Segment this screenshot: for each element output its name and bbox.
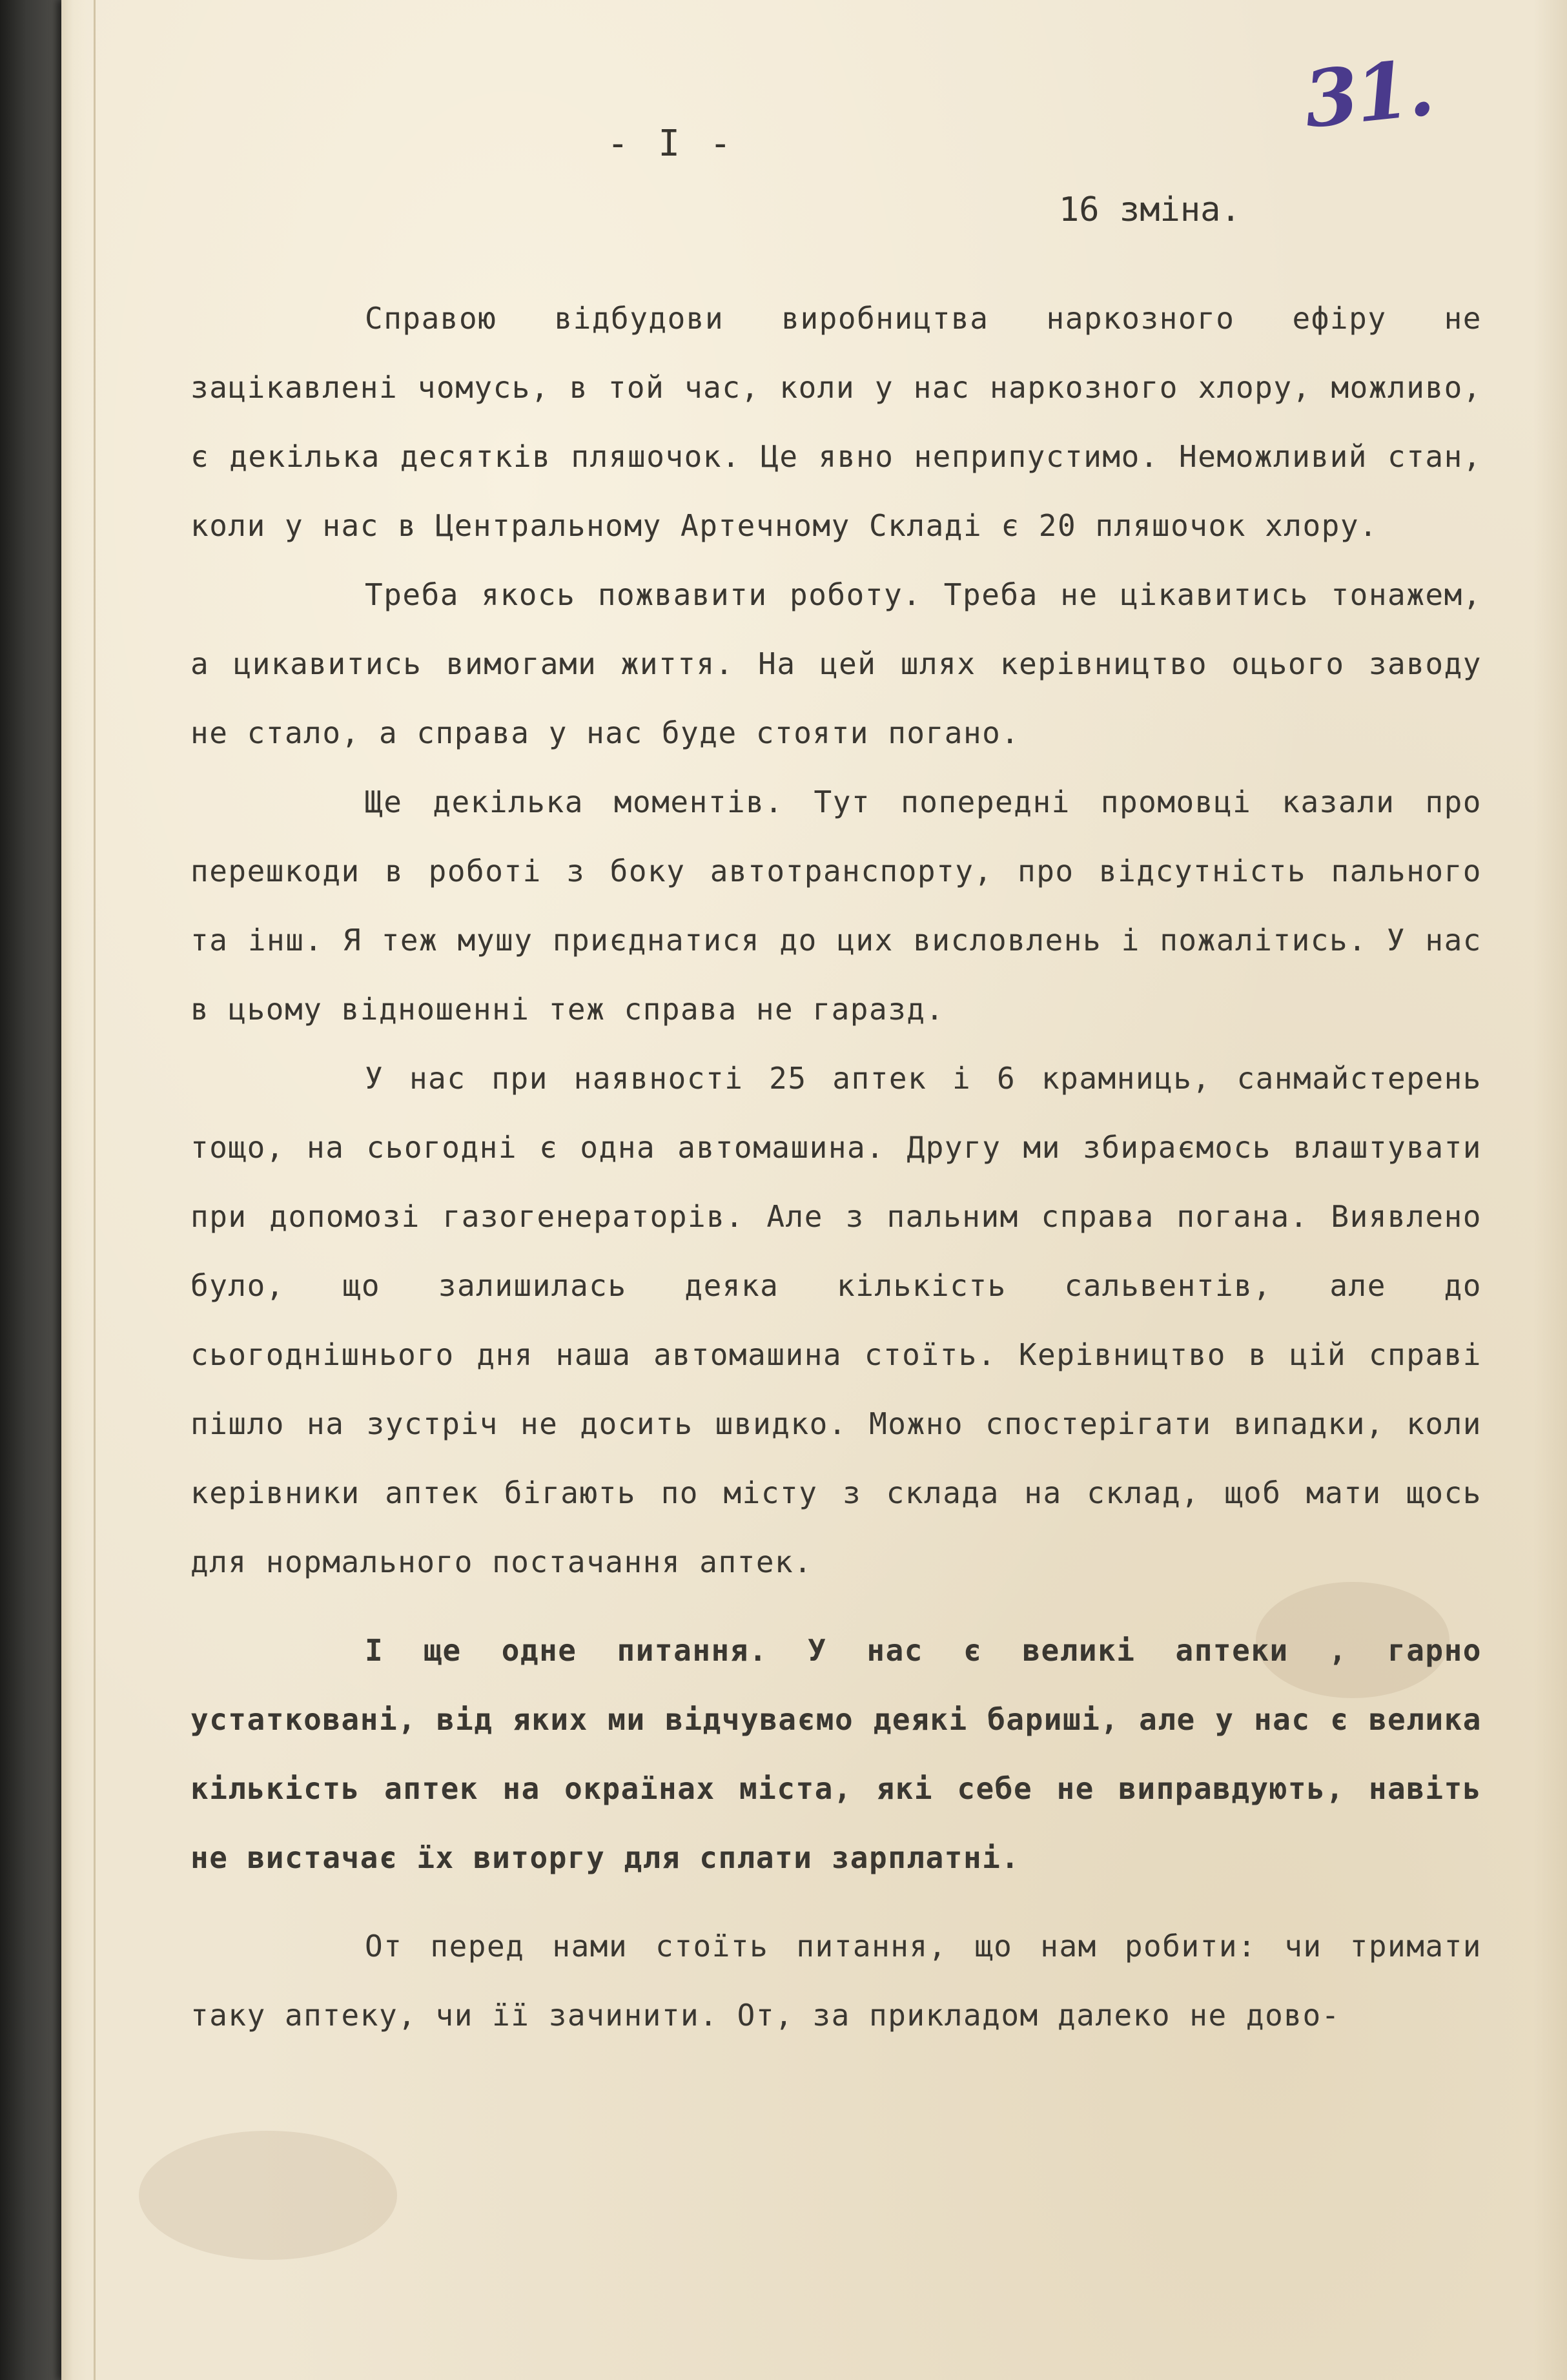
paper-stain <box>139 2131 397 2260</box>
paragraph: У нас при наявності 25 аптек і 6 крамниць, санмайстерень тощо, на сьогодні є одна автомашина. Другу ми збираємось влаштувати при допомозі газогенераторів. Але з пальним справа погана. Виявлено було, що залишилась деяка кількість сальвентів, але до сьогоднішнього дня наша автомашина стоїть. Керівництво в цій справі пішло на зустріч не досить швидко. Можно спостерігати випадки, коли керівники аптек бігають по місту з склада на склад, щоб мати щось для нормального постачання аптек. <box>190 1061 1482 1579</box>
paragraph: Ще декілька моментів. Тут попередні промовці казали про перешкоди в роботі з боку автотранспорту, про відсутність пального та інш. Я теж мушу приєднатися до цих висловлень і пожалітись. У нас в цьому відношенні теж справа не гаразд. <box>190 785 1482 1027</box>
page-number: - I - <box>607 123 735 165</box>
folio-number: 31. <box>1300 42 1436 146</box>
document-body <box>190 284 1482 2050</box>
paragraph: Справою відбудови виробництва наркозного ефіру не зацікавлені чомусь, в той час, коли у нас наркозного хлору, можливо, є декілька десятків пляшочок. Це явно неприпустимо. Неможливий стан, коли у нас в Центральному Артечному Складі є 20 пляшочок хлору. <box>190 301 1482 543</box>
paragraph: Треба якось пожвавити роботу. Треба не цікавитись тонажем, а цикавитись вимогами життя. На цей шлях керівництво оцього заводу не стало, а справа у нас буде стояти погано. <box>190 577 1482 750</box>
date-line: 16 зміна. <box>1059 190 1241 229</box>
paragraph: От перед нами стоїть питання, що нам робити: чи тримати таку аптеку, чи її зачинити. От, за прикладом далеко не дово- <box>190 1929 1482 2033</box>
page-binding-edge <box>94 0 96 2380</box>
paragraph: І ще одне питання. У нас є великі аптеки , гарно устатковані, від яких ми відчуваємо деякі бариші, але у нас є велика кількість аптек на окраїнах міста, які себе не виправдують, навіть не вистачає їх виторгу для сплати зарплатні. <box>190 1633 1482 1875</box>
